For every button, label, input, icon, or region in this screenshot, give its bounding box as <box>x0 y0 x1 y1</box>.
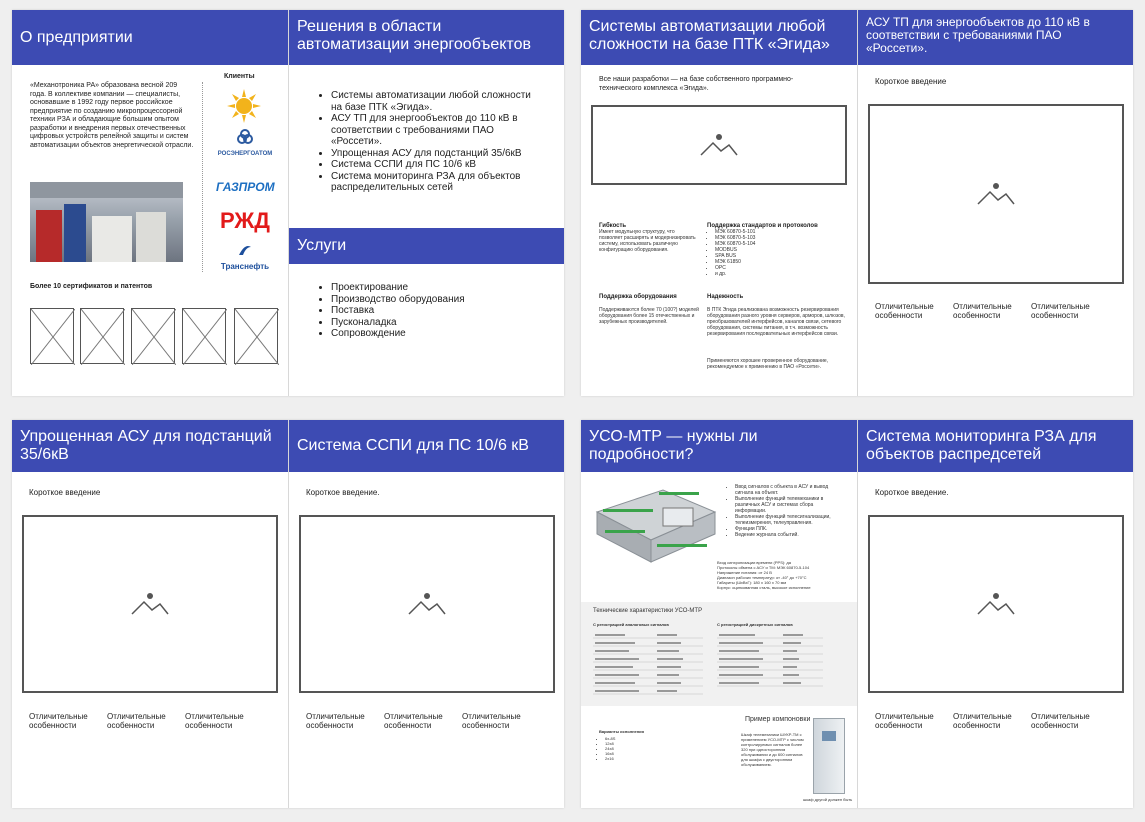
services-item: • Проектирование <box>331 282 544 294</box>
uso-specs-short: Вход синхронизации времени (PPS): да Протоколы обмена с АСУ и ТМ: МЭК 60870-5-104 Напряжение питания: от 24 В Диапазон рабочих температур: от -40° до +70°C Габариты (ШхВхГ): 180 x 160 x 70 мм Корпус: оцинкованная сталь, высокое исполнение <box>717 560 811 590</box>
variants-list <box>599 736 639 761</box>
header-uso <box>581 420 857 472</box>
certs-label: Более 10 сертификатов и патентов <box>30 283 153 290</box>
egida-title: Системы автоматизации любой сложности на базе ПТК «Эгида» <box>589 18 830 53</box>
asutp-title: АСУ ТП для энергообъектов до 110 кВ в соответствии с требованиями ПАО «Россети». <box>866 15 1090 55</box>
image-icon <box>407 592 447 616</box>
column-asutp <box>858 10 1133 396</box>
rel-text-2: Применяются хорошее проверенное оборудование, рекомендуемое к применению в ПАО «Россети». <box>707 358 829 370</box>
std-item: • МЭК 61850 <box>715 259 827 265</box>
feature-label: Отличительные особенности <box>462 712 521 730</box>
image-icon <box>976 182 1016 206</box>
example-title: Пример компоновки <box>745 716 811 723</box>
table-rows <box>593 632 843 702</box>
std-item: • SPA BUS <box>715 253 827 259</box>
services-list <box>319 282 544 340</box>
board-simple <box>12 420 564 808</box>
std-item: • MODBUS <box>715 247 827 253</box>
table-title: Технические характеристики УСО-МТР <box>593 608 703 614</box>
services-item: • Производство оборудования <box>331 294 544 306</box>
logo-text-transneft: Транснефть <box>220 262 270 271</box>
column-rza <box>858 420 1133 808</box>
feature-label: Отличительные особенности <box>875 302 934 320</box>
header-rza <box>858 420 1133 472</box>
variant-item: • 24x8 <box>605 746 639 751</box>
divider-line <box>202 82 203 272</box>
uso-bullet: • Ввод сигналов с объекта в АСУ и вывод сигнала на объект. <box>735 484 845 496</box>
feature-label: Отличительные особенности <box>29 712 88 730</box>
rosenergoatom-logo <box>214 128 276 157</box>
variant-item: • 16x8 <box>605 751 639 756</box>
std-title: Поддержка стандартов и протоколов <box>707 223 818 229</box>
feature-label: Отличительные особенности <box>875 712 934 730</box>
sspi-intro: Короткое введение. <box>306 488 380 497</box>
std-list <box>707 229 827 277</box>
solutions-item: • АСУ ТП для энергообъектов до 110 кВ в соответствии с требованиями ПАО «Россети». <box>331 113 544 148</box>
header-services <box>289 228 564 264</box>
services-item: • Поставка <box>331 305 544 317</box>
std-item: • МЭК 60870-5-101 <box>715 229 827 235</box>
flex-title: Гибкость <box>599 223 627 229</box>
column-sspi <box>289 420 564 808</box>
column-simple <box>12 420 289 808</box>
sun-logo <box>226 88 262 124</box>
certificate-placeholder <box>80 308 124 364</box>
solutions-item: • Системы автоматизации любой сложности на базе ПТК «Эгида». <box>331 90 544 113</box>
features-row <box>875 712 1109 730</box>
simple-title: Упрощенная АСУ для подстанций 35/6кВ <box>20 428 272 463</box>
asutp-intro: Короткое введение <box>875 77 947 86</box>
uso-title: УСО-МТР — нужны ли подробности? <box>589 428 758 463</box>
about-title: О предприятии <box>20 28 133 46</box>
about-text: «Механотроника РА» образована весной 209 года. В коллективе компании — специалисты, основавшие в 1992 году первое российское предприятие по созданию микропроцессорной техники РЗА и обладающие большим опытом разработки и внедрения первых отечественных цифровых устройств релейной защиты и систем автоматизации объектов энергетической отрасли. <box>30 82 194 149</box>
rel-title: Надежность <box>707 294 744 300</box>
feature-label: Отличительные особенности <box>1031 712 1090 730</box>
image-icon <box>130 592 170 616</box>
certificate-placeholder <box>131 308 175 364</box>
variant-item: • 6x-8S <box>605 736 639 741</box>
certificate-placeholder <box>234 308 278 364</box>
sspi-title: Система ССПИ для ПС 10/6 кВ <box>297 437 529 454</box>
uso-bullet: • Выполнение функций телесигнализации, телеизмерения, телеуправления. <box>735 514 845 526</box>
services-item: • Сопровождение <box>331 328 544 340</box>
image-placeholder <box>868 515 1124 693</box>
feature-label: Отличительные особенности <box>306 712 365 730</box>
table-left-title: С регистрацией аналоговых сигналов <box>593 622 669 627</box>
certificate-placeholder <box>182 308 226 364</box>
column-solutions <box>289 10 564 396</box>
std-item: • МЭК 60870-5-104 <box>715 241 827 247</box>
uso-device-photo <box>593 484 718 564</box>
features-row <box>306 712 540 730</box>
image-placeholder <box>299 515 555 693</box>
equip-title: Поддержка оборудования <box>599 294 677 300</box>
logo-text-rosenergoatom: РОСЭНЕРГОАТОМ <box>217 151 273 157</box>
certificate-placeholder <box>30 308 74 364</box>
variant-item: • 12x8 <box>605 741 639 746</box>
variant-item: • 2x16 <box>605 756 639 761</box>
header-simple <box>12 420 288 472</box>
header-sspi <box>289 420 564 472</box>
std-item: • МЭК 60870-5-103 <box>715 235 827 241</box>
image-icon <box>976 592 1016 616</box>
cabinet-image <box>813 718 845 794</box>
solutions-title: Решения в области автоматизации энергообъектов <box>297 18 531 53</box>
services-item: • Пусконаладка <box>331 317 544 329</box>
feature-label: Отличительные особенности <box>185 712 244 730</box>
rel-text: В ПТК Эгида реализована возможность резервирования оборудования разного уровня серверов, арморов, шлюзов, преобразователей интерфейсов, каналов связи, сетевого оборудования, системы питания, в т.ч. возможность резервирования последовательных интерфейсов связи. <box>707 307 845 337</box>
table-right-title: С регистрацией дискретных сигналов <box>717 622 793 627</box>
uso-bullet: • Выполнение функций телемеханики в различных АСУ и системах сбора информации. <box>735 496 845 514</box>
feature-label: Отличительные особенности <box>384 712 443 730</box>
feature-label: Отличительные особенности <box>953 302 1012 320</box>
header-egida <box>581 10 857 65</box>
column-egida <box>581 10 858 396</box>
solutions-item: • Система мониторинга РЗА для объектов распределительных сетей <box>331 171 544 194</box>
booth-photo <box>30 182 183 262</box>
board-uso <box>581 420 1133 808</box>
solutions-item: • Упрощенная АСУ для подстанций 35/6кВ <box>331 148 544 160</box>
column-uso <box>581 420 858 808</box>
example-caption: шкаф другой должен быть <box>803 797 853 802</box>
image-placeholder <box>22 515 278 693</box>
std-item: • и др. <box>715 271 827 277</box>
header-about <box>12 10 288 65</box>
feature-label: Отличительные особенности <box>107 712 166 730</box>
image-icon <box>699 133 739 157</box>
uso-bullet: • Функции ПЛК. <box>735 526 845 532</box>
header-asutp <box>858 10 1133 65</box>
rza-intro: Короткое введение. <box>875 488 949 497</box>
feature-label: Отличительные особенности <box>1031 302 1090 320</box>
flex-text: Имеет модульную структуру, что позволяет расширять и модернизировать систему, использовать различную конфигурацию оборудования. <box>599 229 696 253</box>
feature-label: Отличительные особенности <box>953 712 1012 730</box>
services-title: Услуги <box>297 237 347 254</box>
board-about <box>12 10 564 396</box>
uso-bullets <box>727 484 845 538</box>
variants-title: Варианты исполнения <box>599 729 644 734</box>
transneft-logo <box>212 243 278 271</box>
image-placeholder <box>868 104 1124 284</box>
rzd-logo: РЖД <box>220 208 270 233</box>
features-row <box>875 302 1109 320</box>
header-solutions <box>289 10 564 65</box>
solutions-list <box>319 90 544 194</box>
egida-intro: Все наши разработки — на базе собственного программно-технического комплекса «Эгида». <box>599 76 794 92</box>
board-egida <box>581 10 1133 396</box>
uso-specs-table <box>581 602 857 706</box>
solutions-item: • Система ССПИ для ПС 10/6 кВ <box>331 159 544 171</box>
simple-intro: Короткое введение <box>29 488 101 497</box>
clients-label: Клиенты <box>224 73 255 80</box>
image-placeholder <box>591 105 847 185</box>
equip-text: Поддерживаются более 70 (100?) моделей оборудования более 15 отечественных и зарубежных производителей. <box>599 307 699 325</box>
rza-title: Система мониторинга РЗА для объектов распредсетей <box>866 428 1097 463</box>
example-text: Шкаф телемеханики ШУКР-ТМ с применением УСО-МТР с числом контролируемых сигналов более 320 при односторонним обслуживании и до 600 сигналов для шкафа с двусторонним обслуживанием. <box>741 732 804 767</box>
uso-bullet: • Ведение журнала событий. <box>735 532 845 538</box>
column-about <box>12 10 289 396</box>
features-row <box>29 712 263 730</box>
std-item: • OPC <box>715 265 827 271</box>
gazprom-logo: ГАЗПРОМ <box>216 180 275 194</box>
